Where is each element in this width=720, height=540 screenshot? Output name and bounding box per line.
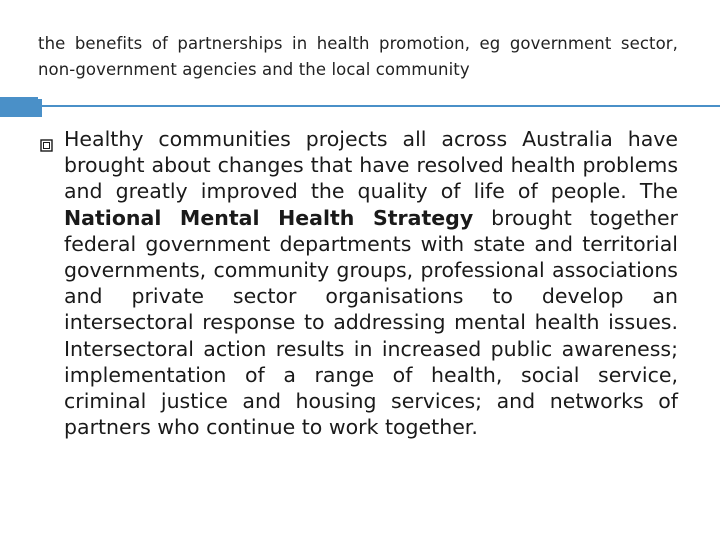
bullet-item bbox=[38, 126, 678, 440]
bullet-text bbox=[64, 126, 678, 440]
accent-stem bbox=[38, 99, 42, 117]
slide-content bbox=[38, 126, 678, 440]
accent-block bbox=[0, 97, 38, 117]
accent-bar bbox=[0, 97, 720, 117]
hollow-square-bullet-icon bbox=[40, 139, 53, 152]
bullet-text-intro: Healthy communities projects all across Australia have brought about changes that have resolved health problems and greatly improved the quality of life of people. The bbox=[64, 127, 678, 204]
bullet-text-rest: brought together federal government departments with state and territorial governments, community groups, professional associations and private sector organisations to develop an intersectoral response to addressing mental health issues. Intersectoral action results in increased public awareness; implementation of a range of health, social service, criminal justice and housing services; and networks of partners who continue to work together. bbox=[64, 205, 678, 440]
slide-title: the benefits of partnerships in health promotion, eg government sector, non-government agencies and the local community bbox=[38, 34, 678, 79]
strategy-name: National Mental Health Strategy bbox=[64, 205, 474, 230]
accent-line bbox=[42, 105, 720, 107]
